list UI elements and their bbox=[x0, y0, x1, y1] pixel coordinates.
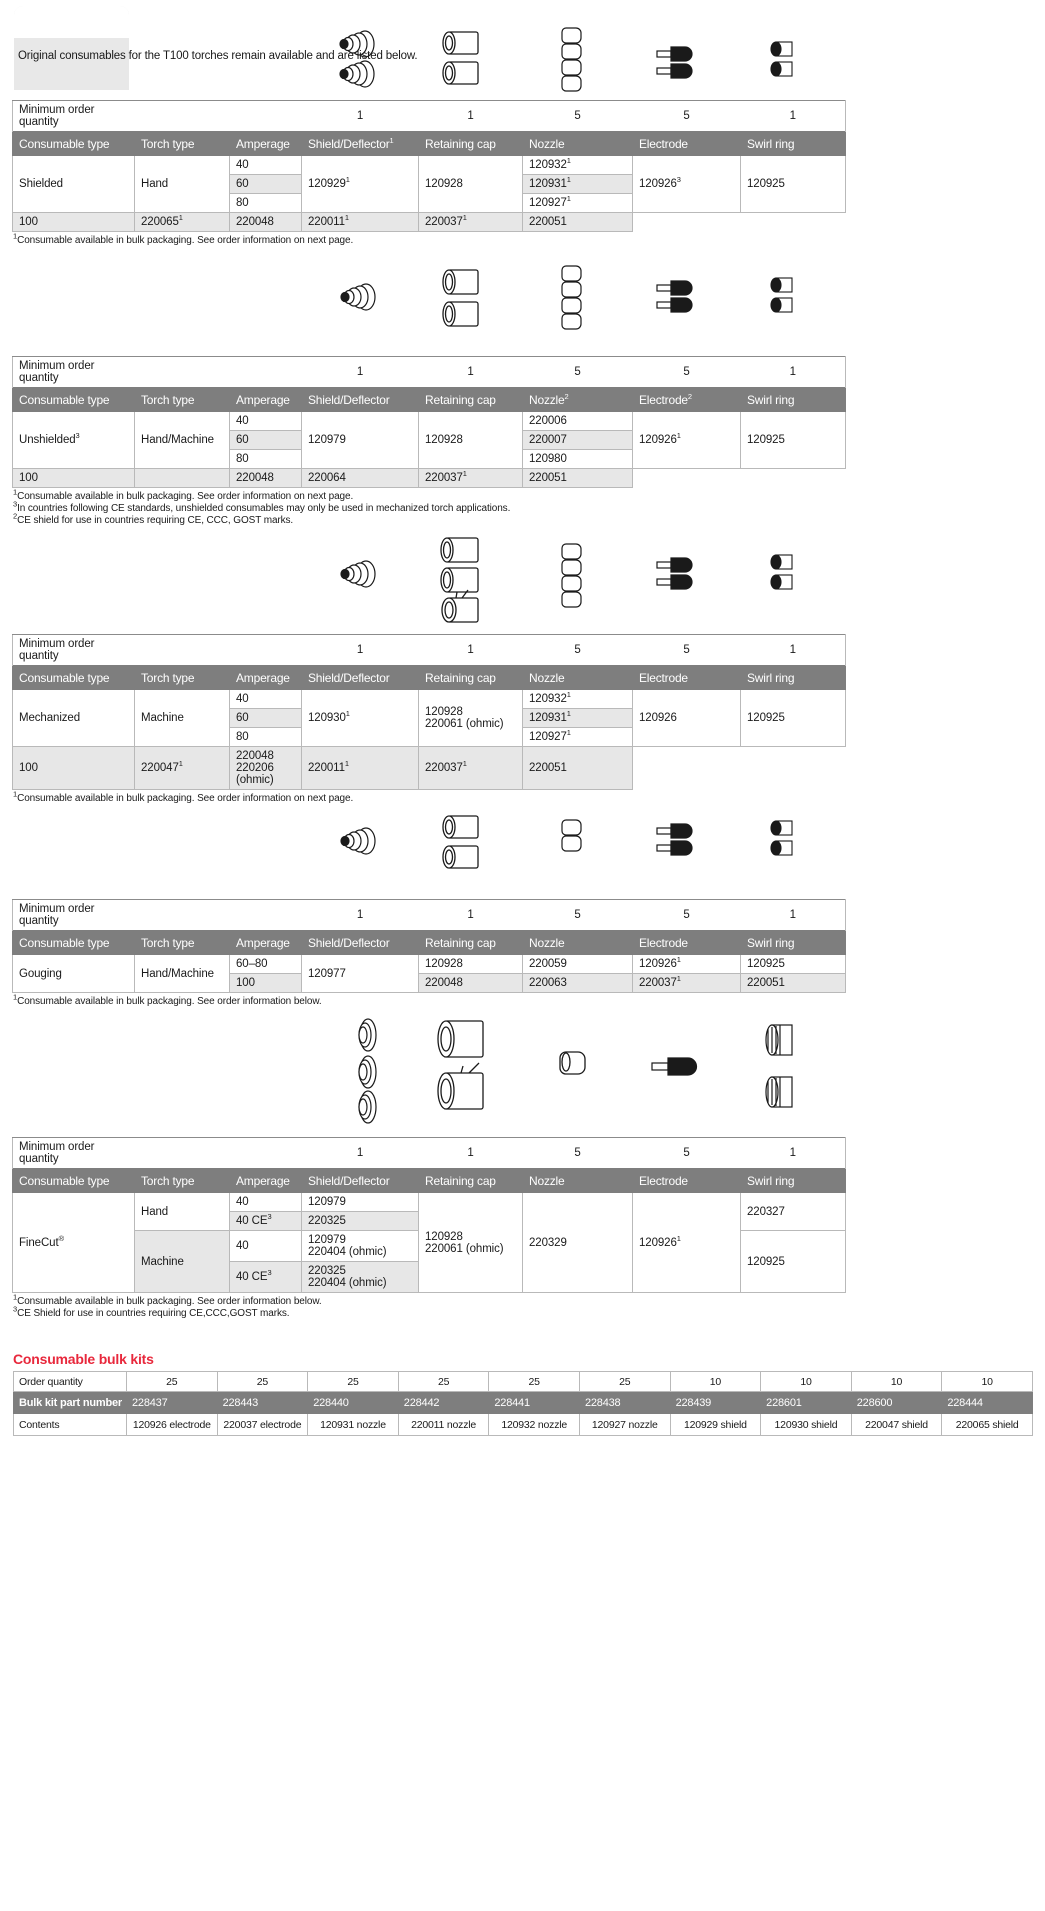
col-shield-deflector: Shield/Deflector bbox=[302, 931, 419, 955]
cell-shield: 120979 bbox=[302, 1193, 419, 1212]
moq-label: Minimum order quantity bbox=[13, 900, 135, 931]
bulk-part-number: 228437 bbox=[127, 1392, 218, 1414]
cell-amperage: 40 $CE^3$ bbox=[230, 1262, 302, 1293]
bulk-contents: 220065 shield bbox=[942, 1414, 1033, 1436]
table-unshielded bbox=[12, 356, 846, 488]
cell-shield: 220047$^1$ bbox=[135, 747, 230, 790]
moq-swirl: 1 bbox=[741, 900, 846, 931]
bulk-part-number: 228441 bbox=[489, 1392, 580, 1414]
moq-blank bbox=[135, 101, 230, 132]
swirl-ring-illustration bbox=[762, 1019, 802, 1119]
electrode-illustration bbox=[655, 556, 699, 592]
cell-electrode: 120926$^1$ bbox=[633, 412, 741, 469]
bulk-row-label-part-number: Bulk kit part number bbox=[14, 1392, 127, 1414]
cell-nozzle: 220059 bbox=[523, 955, 633, 974]
retaining-cap-illustration bbox=[438, 534, 492, 626]
moq-blank bbox=[230, 900, 302, 931]
moq-retaining: 1 bbox=[419, 635, 523, 666]
cell-torch-type: Hand/Machine bbox=[135, 955, 230, 993]
bulk-contents: 120930 shield bbox=[761, 1414, 852, 1436]
footnote: $^2$CE shield for use in countries requiring CE, CCC, GOST marks. bbox=[13, 511, 294, 526]
table-row bbox=[13, 747, 846, 790]
moq-label: Minimum order quantity bbox=[13, 1138, 135, 1169]
illustration-strip-mechanized bbox=[0, 526, 1045, 634]
moq-nozzle: 5 bbox=[523, 101, 633, 132]
nozzle-illustration bbox=[558, 1049, 590, 1083]
table-row bbox=[13, 1193, 846, 1212]
table-header-row bbox=[13, 1169, 846, 1193]
moq-shield: 1 bbox=[302, 900, 419, 931]
illustration-strip-finecut bbox=[0, 1007, 1045, 1137]
cell-amperage: 40 bbox=[230, 1193, 302, 1212]
moq-swirl: 1 bbox=[741, 635, 846, 666]
nozzle-illustration bbox=[560, 264, 586, 330]
col-nozzle: Nozzle$^2$ bbox=[523, 388, 633, 412]
cell-nozzle: 220329 bbox=[523, 1193, 633, 1293]
cell-electrode: 220037$^1$ bbox=[633, 974, 741, 993]
bulk-order-quantity: 10 bbox=[670, 1372, 761, 1392]
moq-label: Minimum order quantity bbox=[13, 357, 135, 388]
cell-retaining-cap: 220048 bbox=[419, 974, 523, 993]
cell-amperage: 60–80 bbox=[230, 955, 302, 974]
retaining-cap-illustration bbox=[440, 30, 490, 88]
footnote: $^1$Consumable available in bulk packaging. See order information below. bbox=[13, 992, 322, 1007]
cell-amperage: 100 bbox=[13, 747, 135, 790]
bulk-part-number: 228439 bbox=[670, 1392, 761, 1414]
moq-blank bbox=[135, 635, 230, 666]
col-electrode: Electrode bbox=[633, 132, 741, 156]
moq-shield: 1 bbox=[302, 1138, 419, 1169]
bulk-contents: 120926 electrode bbox=[127, 1414, 218, 1436]
col-retaining-cap: Retaining cap bbox=[419, 132, 523, 156]
col-electrode: Electrode bbox=[633, 666, 741, 690]
col-swirl-ring: Swirl ring bbox=[741, 388, 846, 412]
bulk-contents: 120927 nozzle bbox=[579, 1414, 670, 1436]
bulk-part-number: 228440 bbox=[308, 1392, 399, 1414]
table-mechanized-section bbox=[0, 634, 1045, 804]
col-electrode: Electrode bbox=[633, 931, 741, 955]
bulk-row-label-contents: Contents bbox=[14, 1414, 127, 1436]
moq-electrode: 5 bbox=[633, 357, 741, 388]
cell-shield: 120979 220404 (ohmic) bbox=[302, 1231, 419, 1262]
bulk-order-quantity: 25 bbox=[489, 1372, 580, 1392]
cell-nozzle: 120932$^1$ bbox=[523, 156, 633, 175]
cell-amperage: 100 bbox=[13, 469, 135, 488]
cell-nozzle: 220011$^1$ bbox=[302, 213, 419, 232]
cell-swirl-ring: 120925 bbox=[741, 412, 846, 469]
cell-nozzle: 220063 bbox=[523, 974, 633, 993]
table-shielded-section bbox=[0, 100, 1045, 246]
cell-amperage: 80 bbox=[230, 728, 302, 747]
cell-consumable-type: FineCut® bbox=[13, 1193, 135, 1293]
col-amperage: Amperage bbox=[230, 132, 302, 156]
moq-blank bbox=[230, 635, 302, 666]
cell-consumable-type: Unshielded$^3$ bbox=[13, 412, 135, 469]
col-nozzle: Nozzle bbox=[523, 666, 633, 690]
col-consumable-type: Consumable type bbox=[13, 132, 135, 156]
cell-amperage: 40 bbox=[230, 1231, 302, 1262]
table-row-order-quantity bbox=[14, 1372, 1033, 1392]
moq-electrode: 5 bbox=[633, 101, 741, 132]
nozzle-illustration bbox=[560, 818, 586, 858]
cell-torch-type: Machine bbox=[135, 1231, 230, 1293]
table-row-moq bbox=[13, 635, 846, 666]
col-nozzle: Nozzle bbox=[523, 132, 633, 156]
col-retaining-cap: Retaining cap bbox=[419, 666, 523, 690]
cell-consumable-type: Gouging bbox=[13, 955, 135, 993]
table-header-row bbox=[13, 666, 846, 690]
intro-section bbox=[0, 0, 1045, 100]
cell-retaining-cap: 120928 bbox=[419, 412, 523, 469]
cell-amperage: 100 bbox=[13, 213, 135, 232]
moq-shield: 1 bbox=[302, 101, 419, 132]
col-swirl-ring: Swirl ring bbox=[741, 1169, 846, 1193]
bulk-contents: 220037 electrode bbox=[217, 1414, 308, 1436]
moq-shield: 1 bbox=[302, 635, 419, 666]
cell-amperage: 80 bbox=[230, 450, 302, 469]
cell-swirl-ring: 220051 bbox=[741, 974, 846, 993]
moq-swirl: 1 bbox=[741, 357, 846, 388]
bulk-order-quantity: 10 bbox=[851, 1372, 942, 1392]
col-swirl-ring: Swirl ring bbox=[741, 931, 846, 955]
bulk-kits-title: Consumable bulk kits bbox=[13, 1351, 154, 1367]
table-mechanized bbox=[12, 634, 846, 790]
retaining-cap-illustration bbox=[440, 812, 490, 874]
moq-blank bbox=[230, 357, 302, 388]
table-header-row bbox=[13, 132, 846, 156]
cell-swirl-ring: 120925 bbox=[741, 1231, 846, 1293]
moq-retaining: 1 bbox=[419, 900, 523, 931]
cell-torch-type: Machine bbox=[135, 690, 230, 747]
cell-shield: 220325 220404 (ohmic) bbox=[302, 1262, 419, 1293]
bulk-contents: 120932 nozzle bbox=[489, 1414, 580, 1436]
cell-nozzle: 120980 bbox=[523, 450, 633, 469]
cell-nozzle: 220007 bbox=[523, 431, 633, 450]
moq-nozzle: 5 bbox=[523, 635, 633, 666]
cell-amperage: 40 bbox=[230, 690, 302, 709]
table-header-row bbox=[13, 388, 846, 412]
cell-amperage: 40 $CE^3$ bbox=[230, 1212, 302, 1231]
electrode-illustration bbox=[655, 822, 699, 858]
col-shield-deflector: Shield/Deflector$^1$ bbox=[302, 132, 419, 156]
table-row bbox=[13, 690, 846, 709]
bulk-order-quantity: 10 bbox=[942, 1372, 1033, 1392]
table-row-moq bbox=[13, 357, 846, 388]
cell-amperage: 80 bbox=[230, 194, 302, 213]
cell-nozzle: 120931$^1$ bbox=[523, 709, 633, 728]
col-consumable-type: Consumable type bbox=[13, 1169, 135, 1193]
cell-consumable-type: Mechanized bbox=[13, 690, 135, 747]
cell-shield: 120929$^1$ bbox=[302, 156, 419, 213]
cell-retaining-cap: 220048 bbox=[230, 213, 302, 232]
footnote: $^1$Consumable available in bulk packaging. See order information on next page. bbox=[13, 487, 354, 502]
bulk-part-number: 228443 bbox=[217, 1392, 308, 1414]
cell-retaining-cap: 120928 220061 (ohmic) bbox=[419, 1193, 523, 1293]
cell-amperage: 100 bbox=[230, 974, 302, 993]
table-finecut-section bbox=[0, 1137, 1045, 1319]
cell-consumable-type: Shielded bbox=[13, 156, 135, 213]
col-shield-deflector: Shield/Deflector bbox=[302, 666, 419, 690]
moq-blank bbox=[135, 357, 230, 388]
electrode-illustration bbox=[655, 279, 699, 315]
col-amperage: Amperage bbox=[230, 931, 302, 955]
col-torch-type: Torch type bbox=[135, 931, 230, 955]
col-nozzle: Nozzle bbox=[523, 931, 633, 955]
table-row bbox=[13, 156, 846, 175]
footnote: $^1$Consumable available in bulk packaging. See order information on next page. bbox=[13, 789, 354, 804]
footnote: $^1$Consumable available in bulk packaging. See order information on next page. bbox=[13, 231, 354, 246]
cell-nozzle: 120927$^1$ bbox=[523, 194, 633, 213]
moq-nozzle: 5 bbox=[523, 900, 633, 931]
table-row bbox=[13, 412, 846, 431]
table-bulk-kits bbox=[13, 1371, 1033, 1436]
footnote: $^3$In countries following CE standards, unshielded consumables may only be used in mechanized torch applications. bbox=[13, 499, 511, 514]
table-row-moq bbox=[13, 1138, 846, 1169]
col-swirl-ring: Swirl ring bbox=[741, 132, 846, 156]
swirl-ring-illustration bbox=[768, 40, 800, 80]
spacer bbox=[0, 1319, 1045, 1351]
moq-electrode: 5 bbox=[633, 900, 741, 931]
retaining-cap-illustration bbox=[435, 1015, 495, 1125]
table-row-moq bbox=[13, 900, 846, 931]
moq-swirl: 1 bbox=[741, 1138, 846, 1169]
table-row-moq bbox=[13, 101, 846, 132]
col-torch-type: Torch type bbox=[135, 666, 230, 690]
bulk-row-label-order-quantity: Order quantity bbox=[14, 1372, 127, 1392]
bulk-order-quantity: 25 bbox=[127, 1372, 218, 1392]
table-gouging bbox=[12, 899, 846, 993]
table-row bbox=[13, 213, 846, 232]
moq-blank bbox=[135, 1138, 230, 1169]
cell-swirl-ring: 120925 bbox=[741, 156, 846, 213]
moq-blank bbox=[230, 1138, 302, 1169]
cell-shield: 220065$^1$ bbox=[135, 213, 230, 232]
moq-nozzle: 5 bbox=[523, 1138, 633, 1169]
col-consumable-type: Consumable type bbox=[13, 666, 135, 690]
bulk-contents: 220047 shield bbox=[851, 1414, 942, 1436]
moq-electrode: 5 bbox=[633, 635, 741, 666]
electrode-illustration bbox=[650, 1055, 704, 1081]
bulk-part-number: 228600 bbox=[851, 1392, 942, 1414]
cell-torch-type: Hand/Machine bbox=[135, 412, 230, 469]
cell-electrode: 120926 bbox=[633, 690, 741, 747]
moq-label: Minimum order quantity bbox=[13, 635, 135, 666]
cell-shield: 120979 bbox=[302, 412, 419, 469]
col-torch-type: Torch type bbox=[135, 388, 230, 412]
bulk-part-number: 228601 bbox=[761, 1392, 852, 1414]
cell-retaining-cap: 120928 bbox=[419, 156, 523, 213]
illustration-strip-unshielded bbox=[0, 246, 1045, 356]
cell-nozzle: 120932$^1$ bbox=[523, 690, 633, 709]
table-gouging-section bbox=[0, 899, 1045, 1007]
footnote: $^3$CE Shield for use in countries requiring CE,CCC,GOST marks. bbox=[13, 1304, 290, 1319]
cell-nozzle: 220006 bbox=[523, 412, 633, 431]
bulk-order-quantity: 10 bbox=[761, 1372, 852, 1392]
table-row bbox=[13, 469, 846, 488]
moq-nozzle: 5 bbox=[523, 357, 633, 388]
cell-electrode: 220037$^1$ bbox=[419, 469, 523, 488]
cell-amperage: 40 bbox=[230, 156, 302, 175]
cell-retaining-cap: 220048 bbox=[230, 469, 302, 488]
col-retaining-cap: Retaining cap bbox=[419, 1169, 523, 1193]
col-electrode: Electrode$^2$ bbox=[633, 388, 741, 412]
electrode-illustration bbox=[655, 45, 699, 81]
shield-illustration bbox=[338, 559, 378, 589]
cell-electrode: 120926$^1$ bbox=[633, 955, 741, 974]
cell-torch-type: Hand bbox=[135, 156, 230, 213]
shield-illustration bbox=[338, 282, 378, 312]
moq-electrode: 5 bbox=[633, 1138, 741, 1169]
cell-shield: 120977 bbox=[302, 955, 419, 993]
col-torch-type: Torch type bbox=[135, 132, 230, 156]
shield-illustration bbox=[338, 826, 378, 856]
cell-amperage: 60 bbox=[230, 175, 302, 194]
bulk-order-quantity: 25 bbox=[308, 1372, 399, 1392]
cell-nozzle: 120927$^1$ bbox=[523, 728, 633, 747]
cell-torch-type: Hand bbox=[135, 1193, 230, 1231]
cell-amperage: 60 bbox=[230, 431, 302, 450]
col-swirl-ring: Swirl ring bbox=[741, 666, 846, 690]
moq-shield: 1 bbox=[302, 357, 419, 388]
cell-shield: 220325 bbox=[302, 1212, 419, 1231]
retaining-cap-illustration bbox=[440, 266, 490, 330]
table-row-part-number bbox=[14, 1392, 1033, 1414]
cell-swirl-ring: 220051 bbox=[523, 747, 633, 790]
col-amperage: Amperage bbox=[230, 1169, 302, 1193]
bulk-order-quantity: 25 bbox=[398, 1372, 489, 1392]
bulk-contents: 120931 nozzle bbox=[308, 1414, 399, 1436]
bulk-part-number: 228444 bbox=[942, 1392, 1033, 1414]
cell-electrode: 220037$^1$ bbox=[419, 213, 523, 232]
cell-swirl-ring: 220327 bbox=[741, 1193, 846, 1231]
col-consumable-type: Consumable type bbox=[13, 931, 135, 955]
moq-blank bbox=[135, 900, 230, 931]
illustration-strip-gouging bbox=[0, 804, 1045, 899]
swirl-ring-illustration bbox=[768, 553, 800, 593]
moq-retaining: 1 bbox=[419, 101, 523, 132]
col-retaining-cap: Retaining cap bbox=[419, 931, 523, 955]
cell-amperage: 60 bbox=[230, 709, 302, 728]
moq-retaining: 1 bbox=[419, 357, 523, 388]
cell-retaining-cap: 120928 bbox=[419, 955, 523, 974]
col-retaining-cap: Retaining cap bbox=[419, 388, 523, 412]
col-consumable-type: Consumable type bbox=[13, 388, 135, 412]
table-shielded bbox=[12, 100, 846, 232]
col-amperage: Amperage bbox=[230, 388, 302, 412]
cell-electrode: 120926$^1$ bbox=[633, 1193, 741, 1293]
bulk-part-number: 228438 bbox=[579, 1392, 670, 1414]
shield-illustration bbox=[350, 1017, 384, 1125]
table-row-contents bbox=[14, 1414, 1033, 1436]
col-nozzle: Nozzle bbox=[523, 1169, 633, 1193]
bulk-contents: 220011 nozzle bbox=[398, 1414, 489, 1436]
cell-electrode: 120926$^3$ bbox=[633, 156, 741, 213]
cell-electrode: 220037$^1$ bbox=[419, 747, 523, 790]
bulk-order-quantity: 25 bbox=[579, 1372, 670, 1392]
cell-swirl-ring: 220051 bbox=[523, 213, 633, 232]
cell-swirl-ring: 120925 bbox=[741, 955, 846, 974]
table-unshielded-section bbox=[0, 356, 1045, 526]
intro-callout-box bbox=[14, 6, 129, 90]
col-shield-deflector: Shield/Deflector bbox=[302, 388, 419, 412]
cell-shield: 120930$^1$ bbox=[302, 690, 419, 747]
cell-swirl-ring: 220051 bbox=[523, 469, 633, 488]
intro-text: Original consumables for the T100 torches remain available and are listed below. bbox=[18, 50, 418, 62]
swirl-ring-illustration bbox=[768, 819, 800, 859]
col-torch-type: Torch type bbox=[135, 1169, 230, 1193]
table-finecut bbox=[12, 1137, 846, 1293]
cell-shield bbox=[135, 469, 230, 488]
moq-blank bbox=[230, 101, 302, 132]
table-header-row bbox=[13, 931, 846, 955]
cell-nozzle: 220064 bbox=[302, 469, 419, 488]
cell-swirl-ring: 120925 bbox=[741, 690, 846, 747]
bulk-contents: 120929 shield bbox=[670, 1414, 761, 1436]
nozzle-illustration bbox=[560, 542, 586, 608]
col-shield-deflector: Shield/Deflector bbox=[302, 1169, 419, 1193]
bulk-part-number: 228442 bbox=[398, 1392, 489, 1414]
nozzle-illustration bbox=[560, 26, 586, 92]
swirl-ring-illustration bbox=[768, 276, 800, 316]
cell-amperage: 40 bbox=[230, 412, 302, 431]
col-electrode: Electrode bbox=[633, 1169, 741, 1193]
col-amperage: Amperage bbox=[230, 666, 302, 690]
table-row bbox=[13, 955, 846, 974]
cell-nozzle: 120931$^1$ bbox=[523, 175, 633, 194]
moq-retaining: 1 bbox=[419, 1138, 523, 1169]
moq-swirl: 1 bbox=[741, 101, 846, 132]
cell-retaining-cap: 120928 220061 (ohmic) bbox=[419, 690, 523, 747]
cell-nozzle: 220011$^1$ bbox=[302, 747, 419, 790]
moq-label: Minimum order quantity bbox=[13, 101, 135, 132]
cell-retaining-cap: 220048 220206 (ohmic) bbox=[230, 747, 302, 790]
bulk-order-quantity: 25 bbox=[217, 1372, 308, 1392]
footnote: $^1$Consumable available in bulk packaging. See order information below. bbox=[13, 1292, 322, 1307]
